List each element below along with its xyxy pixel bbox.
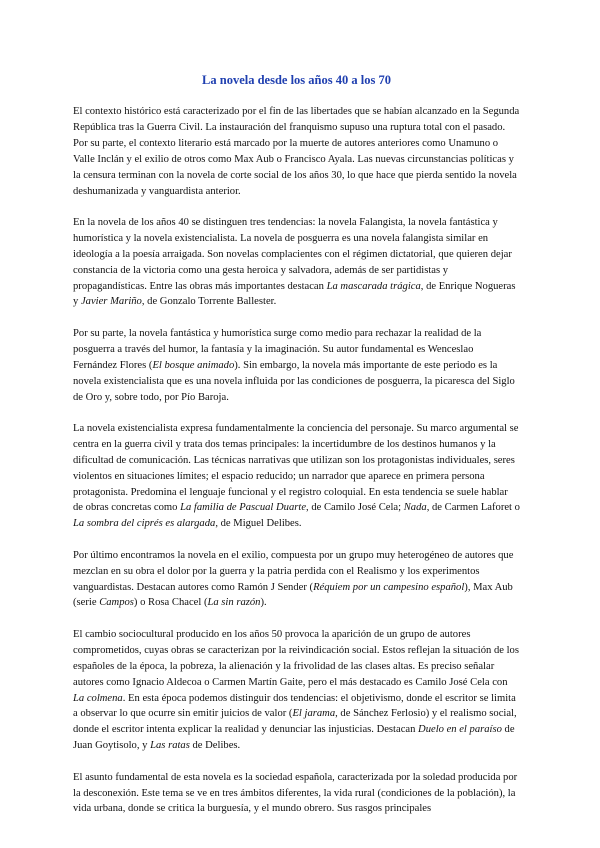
italic-title: El bosque animado [152,359,235,371]
italic-title: Réquiem por un campesino español [313,581,465,593]
italic-title: Nada [403,502,427,514]
italic-title: Duelo en el paraíso [418,724,502,736]
italic-title: La mascarada trágica [326,280,421,292]
italic-title: La familia de Pascual Duarte [180,502,307,514]
italic-title: La sombra del ciprés es alargada [73,518,216,530]
text-run: , de Enrique Nogueras y [73,280,516,308]
italic-title: La colmena [73,692,123,704]
paragraph [73,548,520,612]
text-run: ). Sin embargo, la novela más importante de este periodo es la novela existencialista que es una novela influida por las condiciones de posguerra, la picaresca del Siglo de Oro y, sobre todo, por Pío Baroja. [73,359,515,403]
italic-title: Campos [99,597,134,609]
text-run: de Delibes. [189,740,241,752]
text-run: de Juan Goytisolo, y [73,724,515,752]
text-run: ) o Rosa Chacel ( [133,597,208,609]
text-run: El asunto fundamental de esta novela es la sociedad española, caracterizada por la soledad producida por la desconexión. Este tema se ve en tres ámbitos diferentes, la vida rural (condiciones de la población), la vida urbana, donde se critica la burguesía, y el mundo obrero. Sus rasgos principales [73,771,518,815]
text-run: El cambio sociocultural producido en los años 50 provoca la aparición de un grupo de autores comprometidos, cuyas obras se caracterizan por la reivindicación social. Estos reflejan la situación de los españoles de la época, la pobreza, la alienación y la frivolidad de las clases altas. Es preciso señalar autores como Ignacio Aldecoa o Carmen Martín Gaite, pero el más destacado es Camilo José Cela con [73,628,519,688]
text-run: En la novela de los años 40 se distinguen tres tendencias: la novela Falangista, la novela fantástica y humorística y la novela existencialista. La novela de posguerra es una novela falangista similar en ideología a la poesía arraigada. Son novelas complacientes con el régimen dictatorial, que quieren dejar constancia de la victoria como una gesta heroica y salvadora, además de ser partidistas y propagandísticas. Entre las obras más importantes destacan [73,216,512,292]
paragraph [73,421,520,532]
italic-title: El jarama [292,708,336,720]
paragraph [73,104,520,199]
paragraph [73,326,520,406]
italic-title: Las ratas [150,740,190,752]
paragraph [73,627,520,754]
text-run: Por su parte, la novela fantástica y humorística surge como medio para rechazar la realidad de la posguerra a través del humor, la fantasía y la imaginación. Su autor fundamental es Wenceslao Fernández Flores ( [73,327,482,371]
text-run: ). [260,597,267,609]
document-title: La novela desde los años 40 a los 70 [202,73,391,87]
text-run: , de Carmen Laforet o [426,502,520,514]
text-run: , de Miguel Delibes. [215,518,302,530]
text-run: , de Sánchez Ferlosio) y el realismo social, donde el escritor intenta explicar la realidad y denunciar las injusticias. Destacan [73,708,517,736]
document-body [73,104,520,817]
paragraph [73,215,520,310]
text-run: , de Gonzalo Torrente Ballester. [141,296,277,308]
text-run: Por último encontramos la novela en el exilio, compuesta por un grupo muy heterogéneo de autores que mezclan en su obra el dolor por la guerra y la patria perdida con el Realismo y los experimentos vanguardistas. Destacan autores como Ramón J Sender ( [73,549,514,593]
text-run: La novela existencialista expresa fundamentalmente la conciencia del personaje. Su marco argumental se centra en la guerra civil y trata dos temas principales: la incertidumbre de los destinos humanos y la dificultad de comunicación. Las técnicas narrativas que utilizan son los protagonistas individuales, seres violentos en situaciones límites; el espacio reducido; un narrador que aparece en primera persona protagonista. Predomina el lenguaje funcional y el registro coloquial. En esta tendencia se suele hablar de obras concretas como [73,422,519,514]
text-run: , de Camilo José Cela; [306,502,404,514]
text-run: ), Max Aub (serie [73,581,513,609]
paragraph [73,770,520,818]
text-run: El contexto histórico está caracterizado por el fin de las libertades que se habían alcanzado en la Segunda República tras la Guerra Civil. La instauración del franquismo supuso una ruptura total con el pasado. Por su parte, el contexto literario está marcado por la muerte de autores anteriores como Unamuno o Valle Inclán y el exilio de otros como Max Aub o Francisco Ayala. Las nuevas circunstancias políticas y la censura terminan con la novela de corte social de los años 30, lo que hace que pierda sentido la novela deshumanizada y vanguardista anterior. [73,106,520,197]
text-run: . En esta época podemos distinguir dos tendencias: el objetivismo, donde el escritor se limita a observar lo que ocurre sin emitir juicios de valor ( [73,692,516,720]
italic-title: La sin razón [207,597,261,609]
italic-title: Javier Mariño [80,296,142,308]
